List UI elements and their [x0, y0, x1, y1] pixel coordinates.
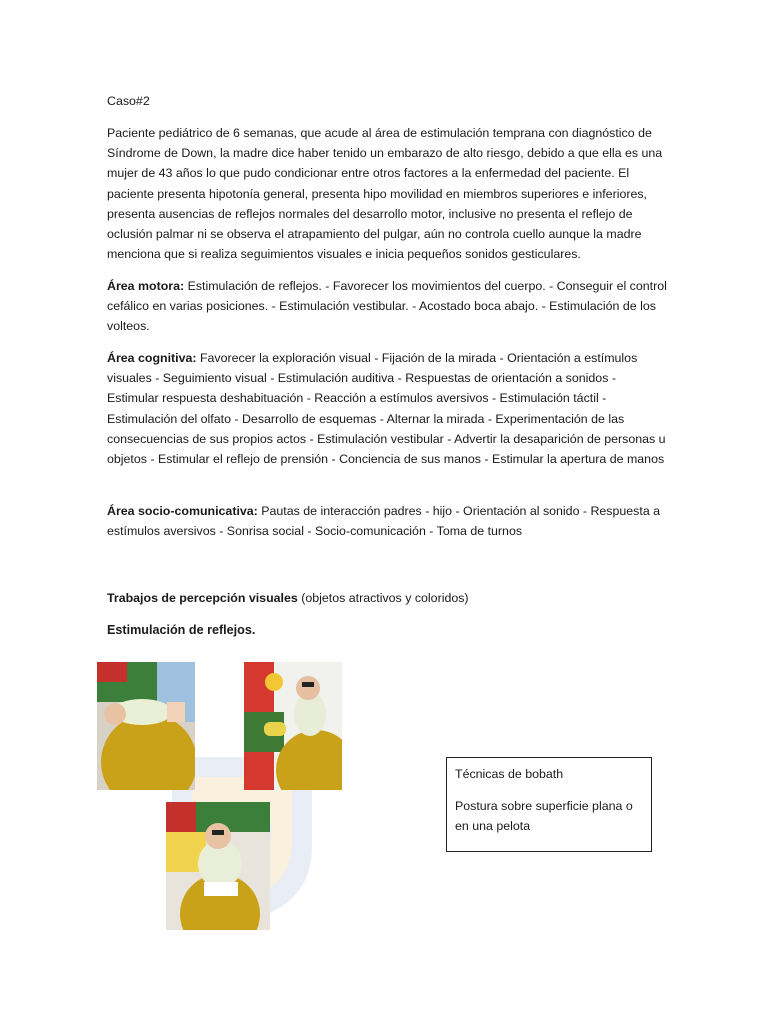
- bobath-description: Postura sobre superficie plana o en una pelota: [455, 799, 633, 833]
- area-cognitiva-paragraph: [107, 348, 667, 469]
- estimulacion-heading-text: Estimulación de reflejos.: [107, 623, 256, 637]
- percepcion-paragraph: [107, 588, 667, 608]
- baby-sitting-on-ball-smiling-photo: [166, 802, 270, 930]
- area-socio-label: Área socio-comunicativa:: [107, 504, 258, 518]
- area-socio-text: Pautas de interacción padres - hijo - Orientación al sonido - Respuesta a estímulos aversivos - Sonrisa social - Socio-comunicación - Toma de turnos: [107, 504, 661, 539]
- percepcion-text: (objetos atractivos y coloridos): [297, 591, 469, 605]
- bobath-note-box: [446, 757, 652, 852]
- case-description: Paciente pediátrico de 6 semanas, que acude al área de estimulación temprana con diagnóstico de Síndrome de Down, la madre dice haber tenido un embarazo de alto riesgo, debido a que ella es una mujer de 43 años lo que pudo condicionar entre otros factores a la enfermedad del paciente. El paciente presenta hipotonía general, presenta hipo movilidad en miembros superiores e inferiores, presenta ausencias de reflejos normales del desarrollo motor, inclusive no presenta el reflejo de oclusión palmar ni se observa el atrapamiento del pulgar, aún no controla cuello aunque la madre menciona que si realiza seguimientos visuales e inicia pequeños sonidos gesticulares.: [107, 126, 663, 262]
- case-title: Caso#2: [107, 94, 150, 108]
- baby-lying-on-ball-photo: [97, 662, 195, 790]
- area-motora-text: Estimulación de reflejos. - Favorecer los movimientos del cuerpo. - Conseguir el control cefálico en varias posiciones. - Estimulación vestibular. - Acostado boca abajo. - Estimulación de los volteos.: [107, 279, 667, 334]
- area-cognitiva-text: Favorecer la exploración visual - Fijación de la mirada - Orientación a estímulos visuales - Seguimiento visual - Estimulación auditiva - Respuestas de orientación a sonidos - Estimular respuesta deshabituación - Reacción a estímulos aversivos - Estimulación táctil - Estimulación del olfato - Desarrollo de esquemas - Alternar la mirada - Experimentación de las consecuencias de sus propios actos - Estimulación vestibular - Advertir la desaparición de personas u objetos - Estimular el reflejo de prensión - Conciencia de sus manos - Estimular la apertura de manos: [107, 351, 666, 467]
- area-cognitiva-label: Área cognitiva:: [107, 351, 197, 365]
- photo-collage: [97, 662, 345, 932]
- bobath-title: Técnicas de bobath: [455, 767, 564, 781]
- estimulacion-heading: [107, 620, 667, 640]
- area-motora-paragraph: [107, 276, 667, 337]
- baby-sitting-on-ball-photo: [244, 662, 342, 790]
- area-motora-label: Área motora:: [107, 279, 185, 293]
- percepcion-label: Trabajos de percepción visuales: [107, 591, 298, 605]
- area-socio-paragraph: [107, 501, 667, 541]
